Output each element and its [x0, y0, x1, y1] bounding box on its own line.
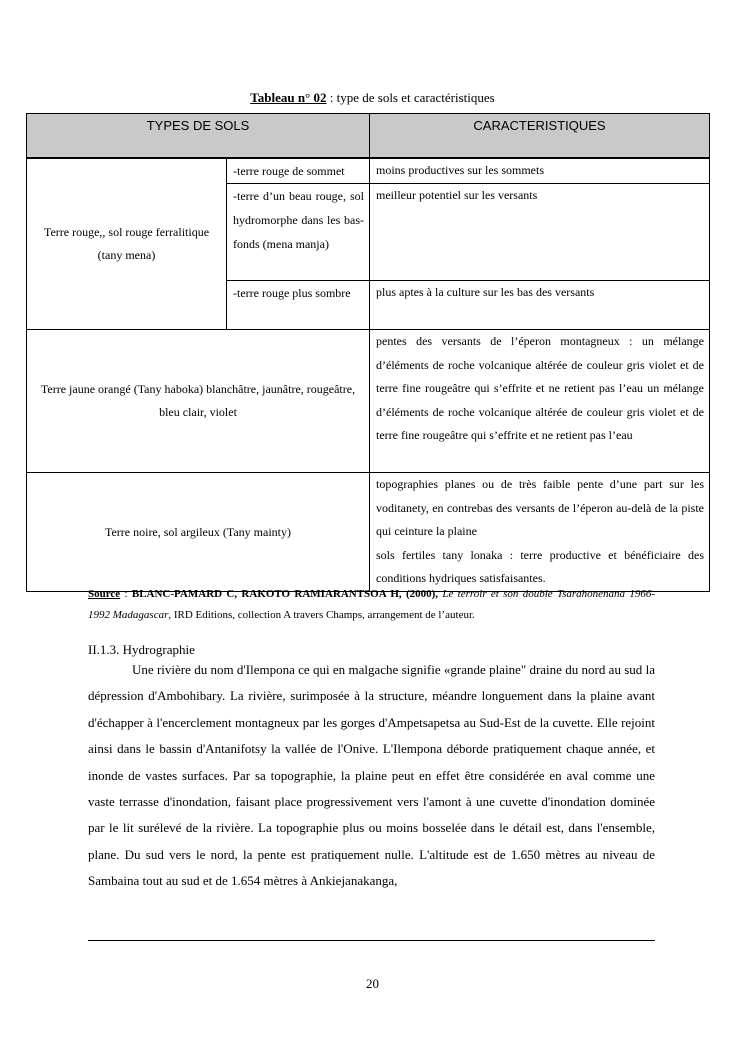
sub-type-cell: -terre d’un beau rouge, sol hydromorphe dans les bas-fonds (mena manja)	[227, 184, 370, 281]
soil-types-table	[26, 113, 710, 592]
characteristic-cell: meilleur potentiel sur les versants	[370, 184, 710, 281]
page-number: 20	[366, 976, 379, 991]
table-number: Tableau n° 02	[250, 90, 327, 105]
source-title: Le terroir et son double Tsarahonenana 1966-1992 Madagascar	[88, 588, 655, 621]
characteristic-line: sols fertiles tany lonaka : terre productive et bénéficiaire des conditions hydriques satisfaisantes.	[376, 547, 704, 586]
characteristic-cell: moins productives sur les sommets	[370, 159, 710, 184]
sub-type-cell: -terre rouge plus sombre	[227, 281, 370, 330]
characteristic-cell: pentes des versants de l’éperon montagneux : un mélange d’éléments de roche volcanique altérée de couleur gris violet et de terre fine rougeâtre qui s’effrite et ne retient pas l’eau un mélange d’éléments de roche volcanique altérée de couleur gris violet et de terre fine rougeâtre qui s’effrite et ne retient pas l’eau	[370, 330, 710, 473]
section-heading: II.1.3. Hydrographie	[88, 642, 195, 657]
soil-name-terre-noire: Terre noire, sol argileux (Tany mainty)	[27, 473, 370, 592]
source-publisher: , IRD Editions, collection A travers Champs, arrangement de l’auteur.	[168, 609, 475, 621]
header-types-de-sols: TYPES DE SOLS	[27, 114, 370, 158]
characteristic-line: topographies planes ou de très faible pente d’une part sur les voditanety, en contrebas des versants de l’éperon au-delà de la piste qui ceinture la plaine	[376, 477, 704, 539]
source-separator: :	[120, 588, 132, 600]
header-caracteristiques: CARACTERISTIQUES	[370, 114, 710, 158]
soil-name-terre-jaune: Terre jaune orangé (Tany haboka) blanchâtre, jaunâtre, rougeâtre, bleu clair, violet	[27, 330, 370, 473]
source-label: Source	[88, 588, 121, 600]
body-paragraph: Une rivière du nom d'Ilempona ce qui en malgache signifie «grande plaine" draine du nord au sud la dépression d'Ambohibary. La rivière, surimposée à la structure, méandre longuement dans la plaine avant d'échapper à l'encerclement montagneux par les gorges d'Ampetsapetsa au Sud-Est de la cuvette. Elle rejoint ainsi dans le bassin d'Antanifotsy la vallée de l'Onive. L'Ilempona déborde pratiquement chaque année, et inonde de vastes surfaces. Par sa topographie, la plaine peut en effet être considérée en aval comme une vaste terrasse d'inondation, faisant place progressivement vers l'amont à une cuvette d'inondation dominée par le lit surélevé de la rivière. La topographie plus ou moins bosselée dans le détail est, dans l'ensemble, plane. Du sud vers le nord, la pente est pratiquement nulle. L'altitude est de 1.650 mètres au niveau de Sambaina tout au sud et de 1.654 mètres à Ankiejanakanga,	[88, 662, 655, 889]
sub-type-cell: -terre rouge de sommet	[227, 159, 370, 184]
table-title: : type de sols et caractéristiques	[326, 90, 495, 105]
characteristic-cell	[370, 473, 710, 592]
table-caption	[0, 90, 745, 106]
source-authors: BLANC-PAMARD C, RAKOTO RAMIARANTSOA H, (2000),	[131, 588, 439, 600]
characteristic-cell: plus aptes à la culture sur les bas des versants	[370, 281, 710, 330]
soil-name-terre-rouge: Terre rouge,, sol rouge ferralitique (tany mena)	[27, 159, 227, 330]
table-source	[88, 584, 655, 626]
footer-rule	[88, 940, 655, 941]
